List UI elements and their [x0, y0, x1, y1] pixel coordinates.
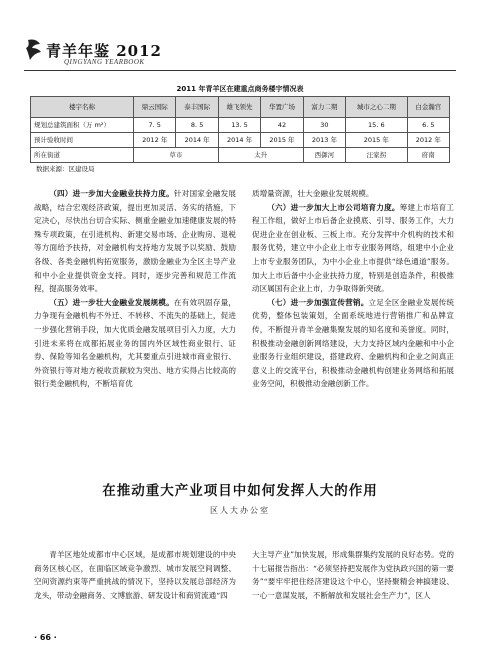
table-source-note: 数据来源：区建设局 — [36, 165, 95, 173]
header-divider — [24, 70, 456, 71]
table-cell: 府南 — [407, 148, 449, 163]
paragraph-text: 青羊区地处成都市中心区域，是成都市规划建设的中央商务区核心区，在面临区域竞争激烈、城市发展空间调整、空间资源约束等严重挑战的情况下，坚持以发展总部经济为龙头，带动金融商务、文博旅游、研发设计和商贸流通“四 — [34, 550, 236, 600]
table-header-cell: 鼎云国际 — [134, 97, 176, 118]
table-cell: 30 — [303, 118, 345, 133]
body-column-right — [252, 187, 454, 391]
body-column-left — [34, 187, 236, 391]
table-row — [31, 148, 450, 163]
table-cell: 2015 年 — [346, 133, 407, 148]
article-author: 区人大办公室 — [210, 506, 270, 515]
paragraph — [252, 201, 454, 296]
article-title: 在推动重大产业项目中如何发挥人大的作用 — [102, 483, 378, 499]
paragraph — [34, 296, 236, 391]
paragraph — [34, 187, 236, 296]
paragraph-heading: （六）进一步加大上市公司培育力度。 — [267, 202, 400, 212]
paragraph-text: 针对国家金融发展战略，结合宏观经济政策，提出更加灵活、务实的措施，下定决心，尽快出台切合实际、侧重金融业加速健康发展的特殊专项政策，在引进机构、新建交易市场、企业购房、退税等方面给予扶持，对金融机构支持地方发展予以奖励、鼓励各级、各类金融机构拓宽服务，激励金融业为全区主导产业和中小企业提供资金支持。同时，逐步完善和规范工作流程，提高服务效率。 — [34, 189, 236, 294]
table-cell: 8. 5 — [176, 118, 218, 133]
table-cell: 13. 5 — [218, 118, 260, 133]
table-cell: 7. 5 — [134, 118, 176, 133]
table-cell: 2012 年 — [407, 133, 449, 148]
paragraph — [34, 548, 236, 602]
yearbook-subtitle: QINGYANG YEARBOOK — [64, 58, 145, 66]
table-cell: 15. 6 — [346, 118, 407, 133]
yearbook-title: 青羊年鉴 2012 — [46, 42, 162, 60]
table-cell: 2014 年 — [176, 133, 218, 148]
buildings-table — [30, 96, 450, 163]
table-header-cell: 楼宇名称 — [31, 97, 134, 118]
table-title: 2011 年青羊区在建重点商务楼宇情况表 — [176, 85, 304, 93]
table-cell: 6. 5 — [407, 118, 449, 133]
table-cell: 草市 — [134, 148, 219, 163]
table-header-cell: 华置广场 — [261, 97, 303, 118]
paragraph-text: 在有效巩固存量，力争现有金融机构不外迁、不转移、不流失的基础上，促进一步强化营销手段，加大优质金融发展项目引入力度，大力引进未来将在成都拓展业务的国内外区域性商业银行、证券、保险等知名金融机构，尤其要重点引进城市商业银行、外资银行等对地方税收贡献较为突出、地方实得占比较高的银行类金融机构，不断培育优 — [34, 297, 236, 389]
table-row-label: 所在街道 — [31, 148, 134, 163]
table-header-cell: 雄飞领先 — [218, 97, 260, 118]
table-cell: 汪家拐 — [346, 148, 407, 163]
table-cell: 2014 年 — [218, 133, 260, 148]
table-row — [31, 118, 450, 133]
table-row — [31, 133, 450, 148]
table-header-row — [31, 97, 450, 118]
paragraph-heading: （七）进一步加强宣传营销。 — [267, 297, 369, 307]
table-header-cell: 白金瀚宫 — [407, 97, 449, 118]
page-number: · 66 · — [34, 633, 57, 642]
table-cell: 2013 年 — [303, 133, 345, 148]
article-column-right — [252, 548, 454, 602]
table-cell: 太升 — [218, 148, 303, 163]
table-cell: 2012 年 — [134, 133, 176, 148]
table-header-cell: 泰丰国际 — [176, 97, 218, 118]
paragraph-text: 筹建上市培育工程工作组，做好上市后备企业摸底、引导、服务工作，大力促进企业在创业板、三板上市。充分发挥中介机构的技术和服务优势，建立中小企业上市专业服务网络，组建中小企业上市专业服务团队，为中小企业上市提供“绿色通道”服务。加大上市后备中小企业扶持力度，特别是创造条件，积极推动区属国有企业上市，力争取得新突破。 — [252, 202, 455, 294]
paragraph-text: 立足全区金融业发展传统优势，整体包装策划，全面系统地进行营销推广和品牌宣传，不断提升青羊金融集聚发展的知名度和美誉度。同时，积极推动金融创新网络建设，大力支持区域内金融和中小企业服务行业组织建设，搭建政府、金融机构和企业之间真正意义上的交流平台，积极推动金融机构创建业务网络和拓展业务空间，积极推动金融创新工作。 — [252, 297, 454, 389]
table-cell: 西御河 — [303, 148, 345, 163]
paragraph — [252, 187, 454, 201]
table-header-cell: 城市之心二期 — [346, 97, 407, 118]
paragraph — [252, 548, 454, 602]
paragraph-text: 质增量资源，壮大金融业发展规模。 — [252, 189, 374, 198]
table-row-label: 规划总建筑面积（万 m²） — [31, 118, 134, 133]
paragraph — [252, 296, 454, 391]
yearbook-logo-icon — [24, 38, 44, 62]
paragraph-heading: （五）进一步壮大金融业发展规模。 — [49, 297, 174, 307]
paragraph-heading: （四）进一步加大金融业扶持力度。 — [49, 189, 174, 198]
paragraph-text: 大主导产业”加快发展，形成集群集约发展的良好态势。党的十七届报告指出：“必须坚持把发展作为党执政兴国的第一要务”“要牢牢把住经济建设这个中心，坚持聚精会神搞建设、一心一意谋发展，不断解放和发展社会生产力”，区人 — [252, 550, 454, 600]
table-header-cell: 富力二期 — [303, 97, 345, 118]
table-cell: 42 — [261, 118, 303, 133]
article-column-left — [34, 548, 236, 602]
table-cell: 2015 年 — [261, 133, 303, 148]
table-row-label: 预计验收时间 — [31, 133, 134, 148]
